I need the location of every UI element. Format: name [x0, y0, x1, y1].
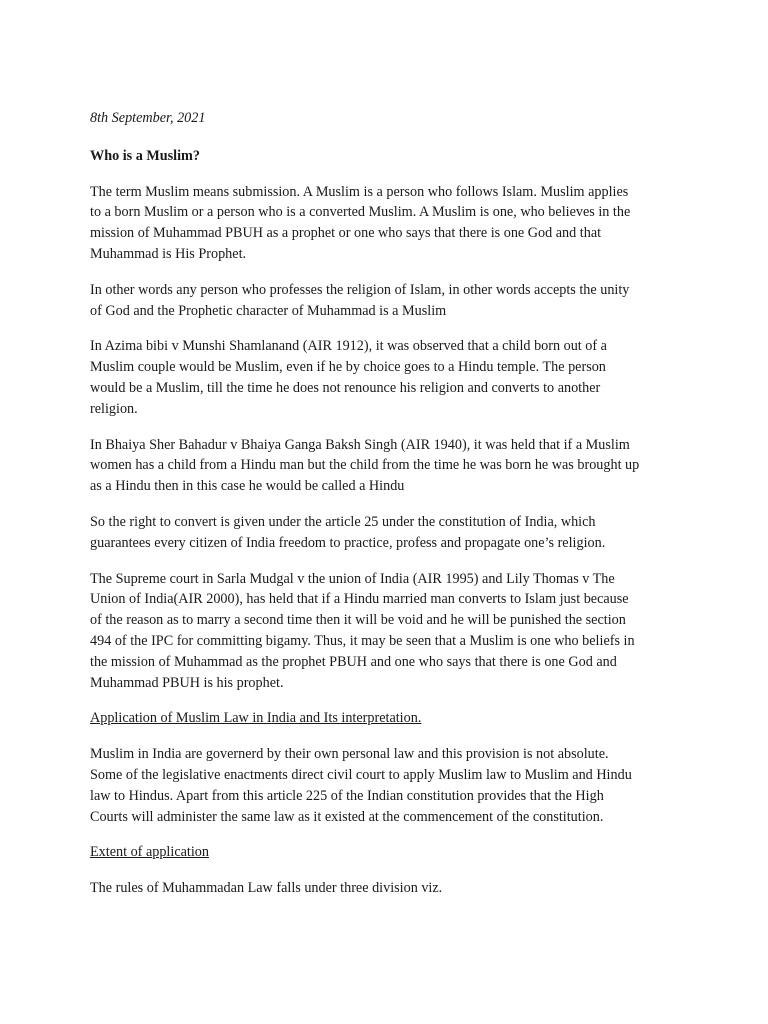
paragraph-other-words [90, 280, 690, 322]
paragraph-azima-bibi [90, 336, 690, 419]
section-heading-who-is-a-muslim: Who is a Muslim? [90, 147, 200, 164]
paragraph-line: Muslim couple would be Muslim, even if he by choice goes to a Hindu temple. The person [90, 359, 606, 376]
paragraph-line: In other words any person who professes the religion of Islam, in other words accepts the unity [90, 281, 630, 298]
section-heading-application: Application of Muslim Law in India and Its interpretation. [90, 710, 422, 727]
paragraph-line: 494 of the IPC for committing bigamy. Thus, it may be seen that a Muslim is one who beliefs in [90, 632, 635, 649]
paragraph-line: Muhammad is His Prophet. [90, 245, 247, 262]
paragraph-line: of the reason as to marry a second time then it will be void and he will be punished the section [90, 612, 626, 629]
paragraph-line: The term Muslim means submission. A Muslim is a person who follows Islam. Muslim applies [90, 183, 629, 200]
paragraph-line: guarantees every citizen of India freedom to practice, profess and propagate one’s religion. [90, 534, 606, 551]
paragraph-line: Courts will administer the same law as it existed at the commencement of the constitution. [90, 808, 604, 825]
paragraph-line: The rules of Muhammadan Law falls under three division viz. [90, 880, 443, 897]
paragraph-line: of God and the Prophetic character of Muhammad is a Muslim [90, 302, 447, 319]
paragraph-line: women has a child from a Hindu man but the child from the time he was born he was brought up [90, 457, 640, 474]
paragraph-line: In Bhaiya Sher Bahadur v Bhaiya Ganga Baksh Singh (AIR 1940), it was held that if a Muslim [90, 436, 630, 453]
paragraph-line: Muslim in India are governerd by their own personal law and this provision is not absolute. [90, 746, 609, 763]
paragraph-personal-law [90, 744, 690, 827]
paragraph-line: Some of the legislative enactments direct civil court to apply Muslim law to Muslim and Hindu [90, 766, 632, 783]
document-date: 8th September, 2021 [90, 110, 206, 126]
paragraph-line: to a born Muslim or a person who is a converted Muslim. A Muslim is one, who believes in the [90, 204, 631, 221]
paragraph-bhaiya-sher-bahadur [90, 435, 690, 497]
section-heading-extent: Extent of application [90, 844, 209, 861]
paragraph-line: mission of Muhammad PBUH as a prophet or one who says that there is one God and that [90, 225, 602, 242]
paragraph-line: So the right to convert is given under the article 25 under the constitution of India, which [90, 513, 596, 530]
paragraph-line: the mission of Muhammad as the prophet PBUH and one who says that there is one God and [90, 653, 617, 670]
paragraph-line: Muhammad PBUH is his prophet. [90, 674, 284, 691]
paragraph-line: religion. [90, 400, 138, 417]
paragraph-line: as a Hindu then in this case he would be called a Hindu [90, 478, 405, 495]
document-page [90, 108, 690, 914]
paragraph-line: law to Hindus. Apart from this article 225 of the Indian constitution provides that the High [90, 787, 604, 804]
paragraph-line: would be a Muslim, till the time he does not renounce his religion and converts to another [90, 379, 601, 396]
paragraph-line: In Azima bibi v Munshi Shamlanand (AIR 1912), it was observed that a child born out of a [90, 338, 607, 355]
paragraph-three-divisions [90, 878, 690, 899]
paragraph-right-to-convert [90, 512, 690, 554]
paragraph-line: The Supreme court in Sarla Mudgal v the union of India (AIR 1995) and Lily Thomas v The [90, 570, 615, 587]
paragraph-definition [90, 182, 690, 265]
paragraph-sarla-mudgal [90, 569, 690, 694]
paragraph-line: Union of India(AIR 2000), has held that if a Hindu married man converts to Islam just because [90, 591, 629, 608]
